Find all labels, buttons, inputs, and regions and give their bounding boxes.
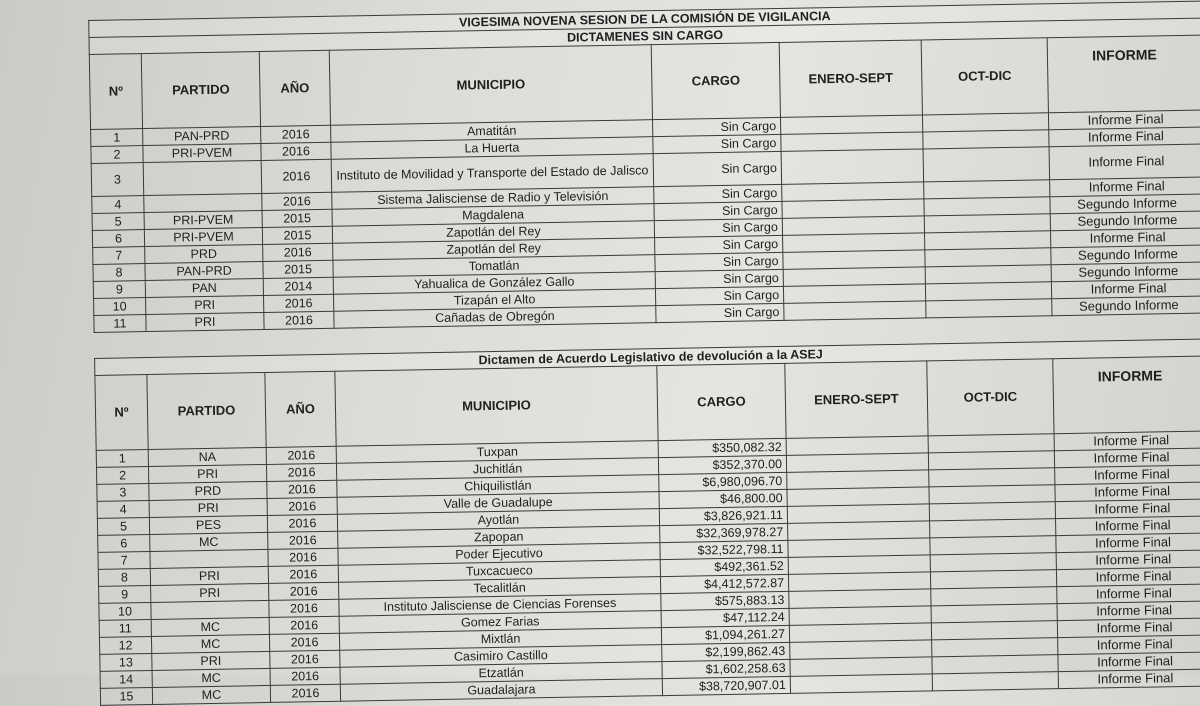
oct-dic-cell [923, 147, 1050, 182]
anio-cell: 2015 [262, 226, 332, 244]
municipio-cell: Gomez Farias [339, 611, 661, 634]
oct-dic-cell [924, 180, 1050, 199]
municipio-cell: Chiquilistlán [337, 475, 659, 498]
municipio-cell: Sistema Jalisciense de Radio y Televisión [332, 187, 654, 210]
informe-cell: Informe Final [1056, 516, 1200, 536]
anio-cell: 2016 [268, 531, 338, 549]
anio-cell: 2016 [263, 243, 333, 261]
row-number: 3 [91, 163, 144, 197]
anio-cell: 2016 [267, 514, 337, 532]
municipio-cell: Poder Ejecutivo [338, 543, 660, 566]
municipio-cell: Tomatlán [333, 255, 655, 278]
municipio-cell: Ayotlán [337, 509, 659, 532]
cargo-cell: $47,112.24 [661, 608, 789, 627]
informe-cell: Informe Final [1050, 228, 1200, 248]
document-sheet [88, 0, 1200, 704]
informe-cell: Informe Final [1058, 652, 1200, 672]
informe-cell: Segundo Informe [1050, 211, 1200, 231]
anio-cell: 2016 [266, 463, 336, 481]
anio-cell: 2016 [270, 684, 340, 702]
oct-dic-cell [929, 502, 1055, 521]
row-number: 10 [94, 298, 146, 316]
row-number: 12 [99, 636, 151, 654]
anio-cell: 2016 [268, 565, 338, 583]
cargo-cell: Sin Cargo [654, 201, 782, 220]
header-num: Nº [95, 375, 148, 451]
row-number: 2 [96, 467, 148, 485]
table-body [96, 431, 1200, 705]
partido-cell: PRI-PVEM [144, 227, 262, 246]
municipio-cell: Tuxpan [336, 441, 658, 464]
header-num: Nº [89, 54, 142, 130]
anio-cell: 2016 [261, 142, 331, 160]
header-oct-dic: OCT-DIC [921, 38, 1048, 115]
anio-cell: 2016 [267, 480, 337, 498]
municipio-cell: Cañadas de Obregón [334, 306, 656, 329]
municipio-cell: Casimiro Castillo [340, 645, 662, 668]
row-number: 2 [91, 146, 143, 164]
informe-cell: Informe Final [1054, 448, 1200, 468]
header-informe: INFORME [1053, 356, 1200, 434]
anio-cell: 2014 [263, 277, 333, 295]
session-title: VIGESIMA NOVENA SESION DE LA COMISIÓN DE VIGILANCIA [89, 1, 1200, 37]
row-number: 5 [97, 518, 149, 536]
oct-dic-cell [931, 604, 1057, 623]
enero-sept-cell [790, 674, 932, 693]
row-number: 10 [99, 602, 151, 620]
row-number: 13 [100, 653, 152, 671]
row-number: 6 [98, 535, 150, 553]
header-municipio: MUNICIPIO [329, 45, 652, 126]
informe-cell: Informe Final [1055, 499, 1200, 519]
cargo-cell: $6,980,096.70 [659, 472, 787, 491]
partido-cell: MC [152, 685, 270, 704]
cargo-cell: $46,800.00 [659, 489, 787, 508]
row-number: 8 [98, 568, 150, 586]
anio-cell: 2015 [262, 209, 332, 227]
partido-cell: PRI [146, 295, 264, 314]
anio-cell: 2016 [266, 446, 336, 464]
partido-cell: PRI [150, 566, 268, 585]
anio-cell: 2016 [270, 667, 340, 685]
municipio-cell: Tuxcacueco [338, 560, 660, 583]
oct-dic-cell [924, 214, 1050, 233]
informe-cell: Informe Final [1057, 584, 1200, 604]
informe-cell: Informe Final [1056, 567, 1200, 587]
municipio-cell: Juchitlán [336, 458, 658, 481]
anio-cell: 2016 [261, 159, 332, 193]
partido-cell [150, 549, 268, 568]
row-number: 11 [94, 315, 146, 333]
partido-cell: PRI-PVEM [144, 210, 262, 229]
header-anio: AÑO [265, 371, 336, 447]
cargo-cell: $38,720,907.01 [662, 676, 790, 695]
informe-cell: Informe Final [1049, 144, 1200, 180]
municipio-cell: Guadalajara [340, 679, 662, 702]
cargo-cell: Sin Cargo [653, 151, 782, 186]
municipio-cell: Magdalena [332, 204, 654, 227]
informe-cell: Segundo Informe [1050, 194, 1200, 214]
cargo-cell: Sin Cargo [656, 303, 784, 322]
partido-cell [143, 161, 262, 196]
row-number: 9 [99, 585, 151, 603]
row-number: 14 [100, 670, 152, 688]
row-number: 7 [93, 247, 145, 265]
municipio-cell: Mixtlán [339, 628, 661, 651]
municipio-cell: Instituto Jalisciense de Ciencias Forenses [339, 594, 661, 617]
informe-cell: Informe Final [1051, 279, 1200, 299]
partido-cell: PRI [151, 583, 269, 602]
anio-cell: 2016 [268, 548, 338, 566]
cargo-cell: $32,522,798.11 [660, 540, 788, 559]
cargo-cell: Sin Cargo [652, 117, 780, 136]
partido-cell [151, 600, 269, 619]
header-partido: PARTIDO [141, 52, 260, 129]
row-number: 1 [91, 129, 143, 147]
cargo-cell: $1,094,261.27 [661, 625, 789, 644]
row-number: 1 [96, 450, 148, 468]
municipio-cell: Amatitán [331, 120, 653, 143]
anio-cell: 2016 [270, 650, 340, 668]
row-number: 4 [92, 196, 144, 214]
header-cargo: CARGO [651, 42, 780, 119]
cargo-cell: Sin Cargo [655, 286, 783, 305]
anio-cell: 2016 [264, 294, 334, 312]
oct-dic-cell [924, 197, 1050, 216]
partido-cell: PRI [152, 651, 270, 670]
cargo-cell: $2,199,862.43 [662, 642, 790, 661]
informe-cell: Informe Final [1058, 635, 1200, 655]
municipio-cell: Instituto de Movilidad y Transporte del Estado de Jalisco [331, 154, 654, 193]
partido-cell: MC [152, 668, 270, 687]
informe-cell: Informe Final [1048, 110, 1200, 130]
cargo-cell: $575,883.13 [661, 591, 789, 610]
partido-cell: PRI [149, 498, 267, 517]
anio-cell: 2016 [267, 497, 337, 515]
informe-cell: Segundo Informe [1051, 245, 1200, 265]
oct-dic-cell [926, 299, 1052, 318]
informe-cell: Informe Final [1055, 482, 1200, 502]
row-number: 4 [97, 501, 149, 519]
cargo-cell: Sin Cargo [655, 252, 783, 271]
cargo-cell: $352,370.00 [658, 455, 786, 474]
partido-cell: PRI [148, 464, 266, 483]
cargo-cell: $1,602,258.63 [662, 659, 790, 678]
partido-cell: MC [151, 617, 269, 636]
informe-cell: Informe Final [1056, 550, 1200, 570]
row-number: 15 [100, 687, 152, 705]
header-enero-sept: ENERO-SEPT [779, 40, 922, 117]
cargo-cell: $32,369,978.27 [660, 523, 788, 542]
partido-cell: MC [151, 634, 269, 653]
row-number: 9 [93, 281, 145, 299]
oct-dic-cell [925, 282, 1051, 301]
cargo-cell: Sin Cargo [655, 235, 783, 254]
anio-cell: 2016 [261, 125, 331, 143]
informe-cell: Informe Final [1057, 601, 1200, 621]
header-oct-dic: OCT-DIC [927, 359, 1054, 436]
municipio-cell: Tecalitlán [339, 577, 661, 600]
cargo-cell: Sin Cargo [653, 134, 781, 153]
partido-cell: PRI [146, 312, 264, 331]
partido-cell: PRI-PVEM [143, 144, 261, 163]
header-informe: INFORME [1047, 35, 1200, 113]
oct-dic-cell [931, 587, 1057, 606]
partido-cell: PAN [145, 278, 263, 297]
anio-cell: 2015 [263, 260, 333, 278]
oct-dic-cell [922, 113, 1048, 132]
informe-cell: Informe Final [1056, 533, 1200, 553]
informe-cell: Informe Final [1050, 177, 1200, 197]
municipio-cell: Zapotlán del Rey [333, 238, 655, 261]
oct-dic-cell [930, 519, 1056, 538]
partido-cell: PAN-PRD [143, 127, 261, 146]
informe-cell: Informe Final [1054, 431, 1200, 451]
informe-cell: Segundo Informe [1052, 296, 1200, 316]
informe-cell: Informe Final [1057, 618, 1200, 638]
anio-cell: 2016 [262, 192, 332, 210]
row-number: 3 [97, 484, 149, 502]
partido-cell [144, 193, 262, 212]
cargo-cell: Sin Cargo [654, 184, 782, 203]
row-number: 11 [99, 619, 151, 637]
row-number: 6 [92, 230, 144, 248]
anio-cell: 2016 [269, 582, 339, 600]
municipio-cell: Tizapán el Alto [333, 289, 655, 312]
devolucion-asej-table [94, 339, 1200, 706]
enero-sept-cell [784, 301, 926, 320]
enero-sept-cell [781, 149, 924, 184]
partido-cell: PES [149, 515, 267, 534]
informe-cell: Informe Final [1049, 127, 1200, 147]
oct-dic-cell [932, 638, 1058, 657]
anio-cell: 2016 [269, 633, 339, 651]
header-municipio: MUNICIPIO [335, 366, 658, 447]
row-number: 5 [92, 213, 144, 231]
section-title: Dictamen de Acuerdo Legislativo de devolución a la ASEJ [95, 339, 1200, 375]
row-number: 8 [93, 264, 145, 282]
header-partido: PARTIDO [147, 372, 266, 449]
municipio-cell: Zapopan [338, 526, 660, 549]
dictamenes-sin-cargo-table [88, 1, 1200, 333]
header-cargo: CARGO [657, 363, 786, 440]
informe-cell: Informe Final [1055, 465, 1200, 485]
cargo-cell: $492,361.52 [660, 557, 788, 576]
cargo-cell: $3,826,921.11 [659, 506, 787, 525]
cargo-cell: Sin Cargo [655, 269, 783, 288]
municipio-cell: Etzatlán [340, 662, 662, 685]
partido-cell: PRD [149, 481, 267, 500]
partido-cell: MC [150, 532, 268, 551]
municipio-cell: Valle de Guadalupe [337, 492, 659, 515]
oct-dic-cell [931, 621, 1057, 640]
table-body [91, 110, 1200, 332]
section-title: DICTAMENES SIN CARGO [89, 18, 1200, 54]
partido-cell: NA [148, 447, 266, 466]
partido-cell: PRD [145, 244, 263, 263]
cargo-cell: $350,082.32 [658, 438, 786, 457]
municipio-cell: La Huerta [331, 137, 653, 160]
anio-cell: 2016 [269, 599, 339, 617]
municipio-cell: Yahualica de González Gallo [333, 272, 655, 295]
header-anio: AÑO [259, 50, 330, 126]
partido-cell: PAN-PRD [145, 261, 263, 280]
anio-cell: 2016 [264, 311, 334, 329]
cargo-cell: $4,412,572.87 [660, 574, 788, 593]
header-enero-sept: ENERO-SEPT [785, 361, 928, 438]
anio-cell: 2016 [269, 616, 339, 634]
informe-cell: Segundo Informe [1051, 262, 1200, 282]
row-number: 7 [98, 552, 150, 570]
oct-dic-cell [929, 485, 1055, 504]
informe-cell: Informe Final [1058, 669, 1200, 689]
municipio-cell: Zapotlán del Rey [332, 221, 654, 244]
cargo-cell: Sin Cargo [654, 218, 782, 237]
